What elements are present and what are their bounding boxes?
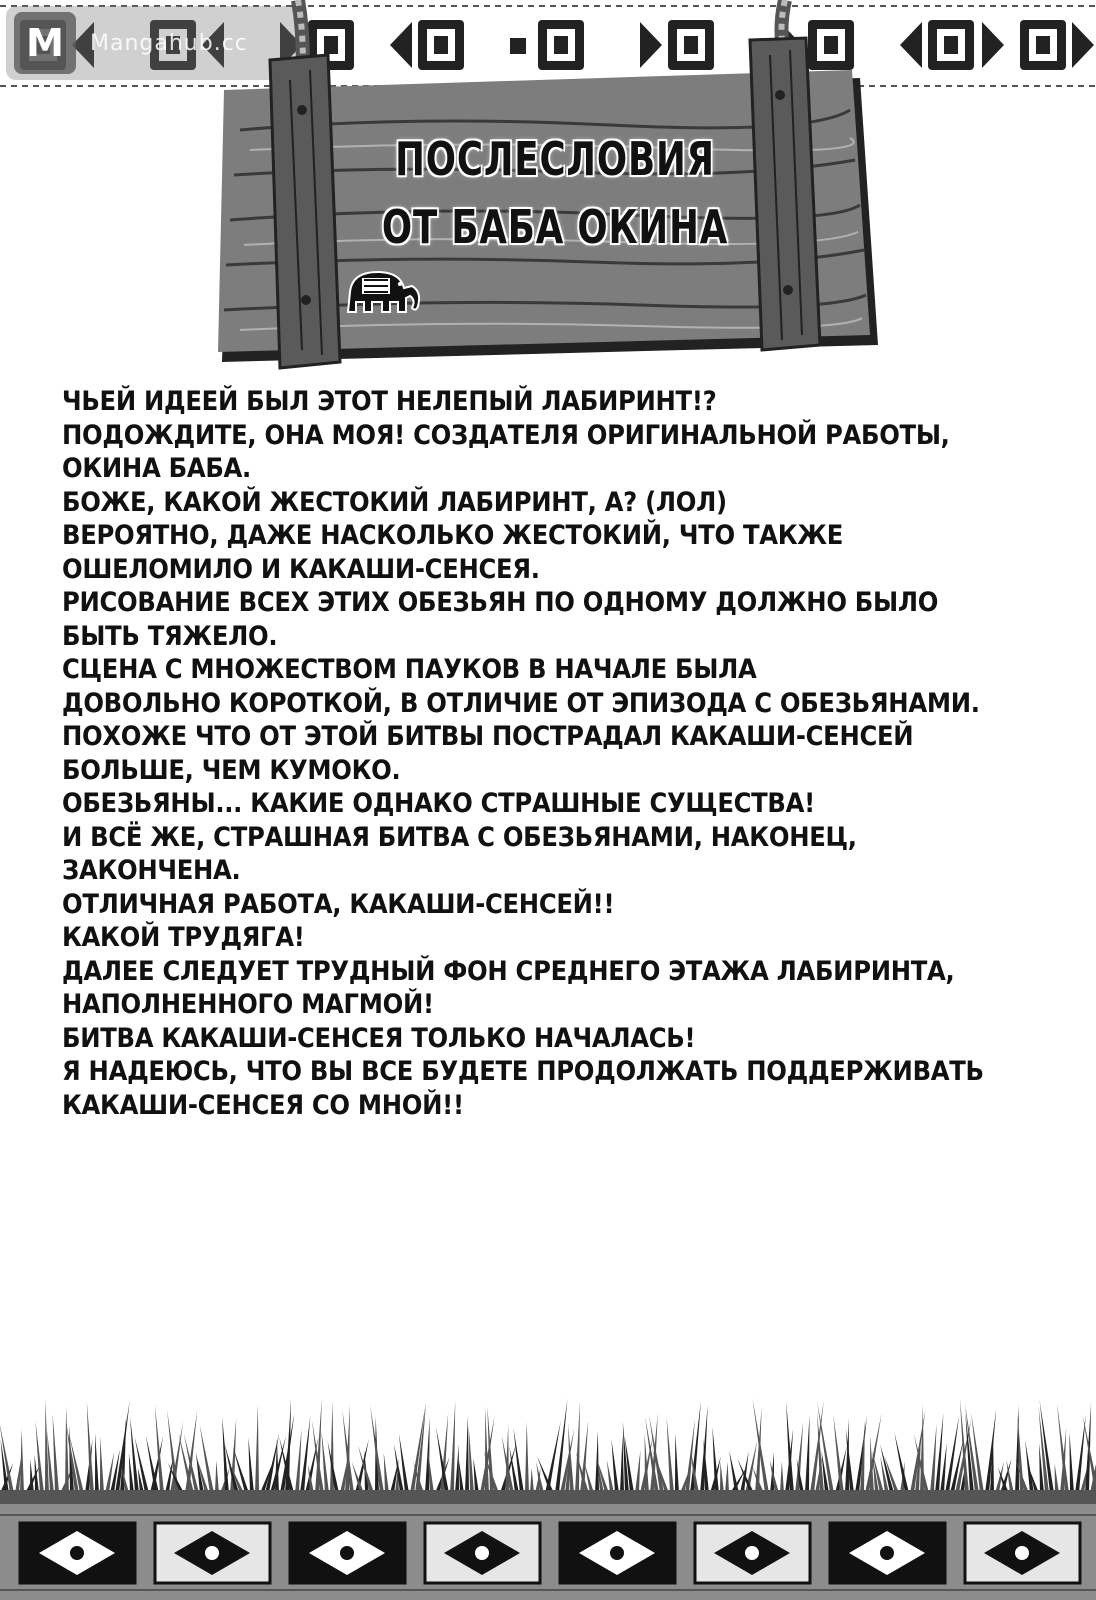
afterword-line: БОЖЕ, КАКОЙ ЖЕСТОКИЙ ЛАБИРИНТ, А? (ЛОЛ) xyxy=(62,486,727,518)
sign-title-line-1: ПОСЛЕСЛОВИЯ xyxy=(395,132,715,186)
afterword-line: ДОВОЛЬНО КОРОТКОЙ, В ОТЛИЧИЕ ОТ ЭПИЗОДА С ОБЕЗЬЯНАМИ. xyxy=(62,687,980,719)
sign-title xyxy=(362,125,749,261)
afterword-line: КАКОЙ ТРУДЯГА! xyxy=(62,922,305,953)
afterword-line: ОТЛИЧНАЯ РАБОТА, КАКАШИ-СЕНСЕЙ!! xyxy=(62,888,615,920)
afterword-text xyxy=(62,385,1042,1122)
bottom-grass-border xyxy=(0,1395,1096,1600)
afterword-line: БИТВА КАКАШИ-СЕНСЕЯ ТОЛЬКО НАЧАЛАСЬ! xyxy=(62,1022,696,1054)
afterword-line: ПОДОЖДИТЕ, ОНА МОЯ! СОЗДАТЕЛЯ ОРИГИНАЛЬНОЙ РАБОТЫ, xyxy=(62,419,950,451)
afterword-line: КАКАШИ-СЕНСЕЯ СО МНОЙ!! xyxy=(62,1089,464,1121)
watermark-logo: M xyxy=(14,12,76,74)
sign-title-line-2: ОТ БАБА ОКИНА xyxy=(381,200,729,254)
afterword-line: БЫТЬ ТЯЖЕЛО. xyxy=(62,620,278,652)
afterword-line: ВЕРОЯТНО, ДАЖЕ НАСКОЛЬКО ЖЕСТОКИЙ, ЧТО ТАКЖЕ xyxy=(62,520,844,551)
afterword-line: БОЛЬШЕ, ЧЕМ КУМОКО. xyxy=(62,754,401,786)
afterword-line: ОКИНА БАБА. xyxy=(62,453,251,484)
afterword-line: ОБЕЗЬЯНЫ... КАКИЕ ОДНАКО СТРАШНЫЕ СУЩЕСТВА! xyxy=(62,788,815,819)
afterword-line: И ВСЁ ЖЕ, СТРАШНАЯ БИТВА С ОБЕЗЬЯНАМИ, НАКОНЕЦ, xyxy=(62,821,857,853)
afterword-line: Я НАДЕЮСЬ, ЧТО ВЫ ВСЕ БУДЕТЕ ПРОДОЛЖАТЬ ПОДДЕРЖИВАТЬ xyxy=(62,1056,984,1087)
afterword-line: ПОХОЖЕ ЧТО ОТ ЭТОЙ БИТВЫ ПОСТРАДАЛ КАКАШИ-СЕНСЕЙ xyxy=(62,721,914,752)
afterword-line: ДАЛЕЕ СЛЕДУЕТ ТРУДНЫЙ ФОН СРЕДНЕГО ЭТАЖА ЛАБИРИНТА, xyxy=(62,955,955,987)
afterword-line: РИСОВАНИЕ ВСЕХ ЭТИХ ОБЕЗЬЯН ПО ОДНОМУ ДОЛЖНО БЫЛО xyxy=(62,587,939,618)
afterword-line: ЧЬЕЙ ИДЕЕЙ БЫЛ ЭТОТ НЕЛЕПЫЙ ЛАБИРИНТ!? xyxy=(62,386,717,417)
afterword-line: ОШЕЛОМИЛО И КАКАШИ-СЕНСЕЯ. xyxy=(62,553,540,585)
afterword-line: ЗАКОНЧЕНА. xyxy=(62,855,241,886)
watermark-text: Mangahub.cc xyxy=(90,30,248,56)
afterword-line: СЦЕНА С МНОЖЕСТВОМ ПАУКОВ В НАЧАЛЕ БЫЛА xyxy=(62,654,757,685)
afterword-line: НАПОЛНЕННОГО МАГМОЙ! xyxy=(62,989,434,1020)
elephant-icon xyxy=(342,262,426,320)
